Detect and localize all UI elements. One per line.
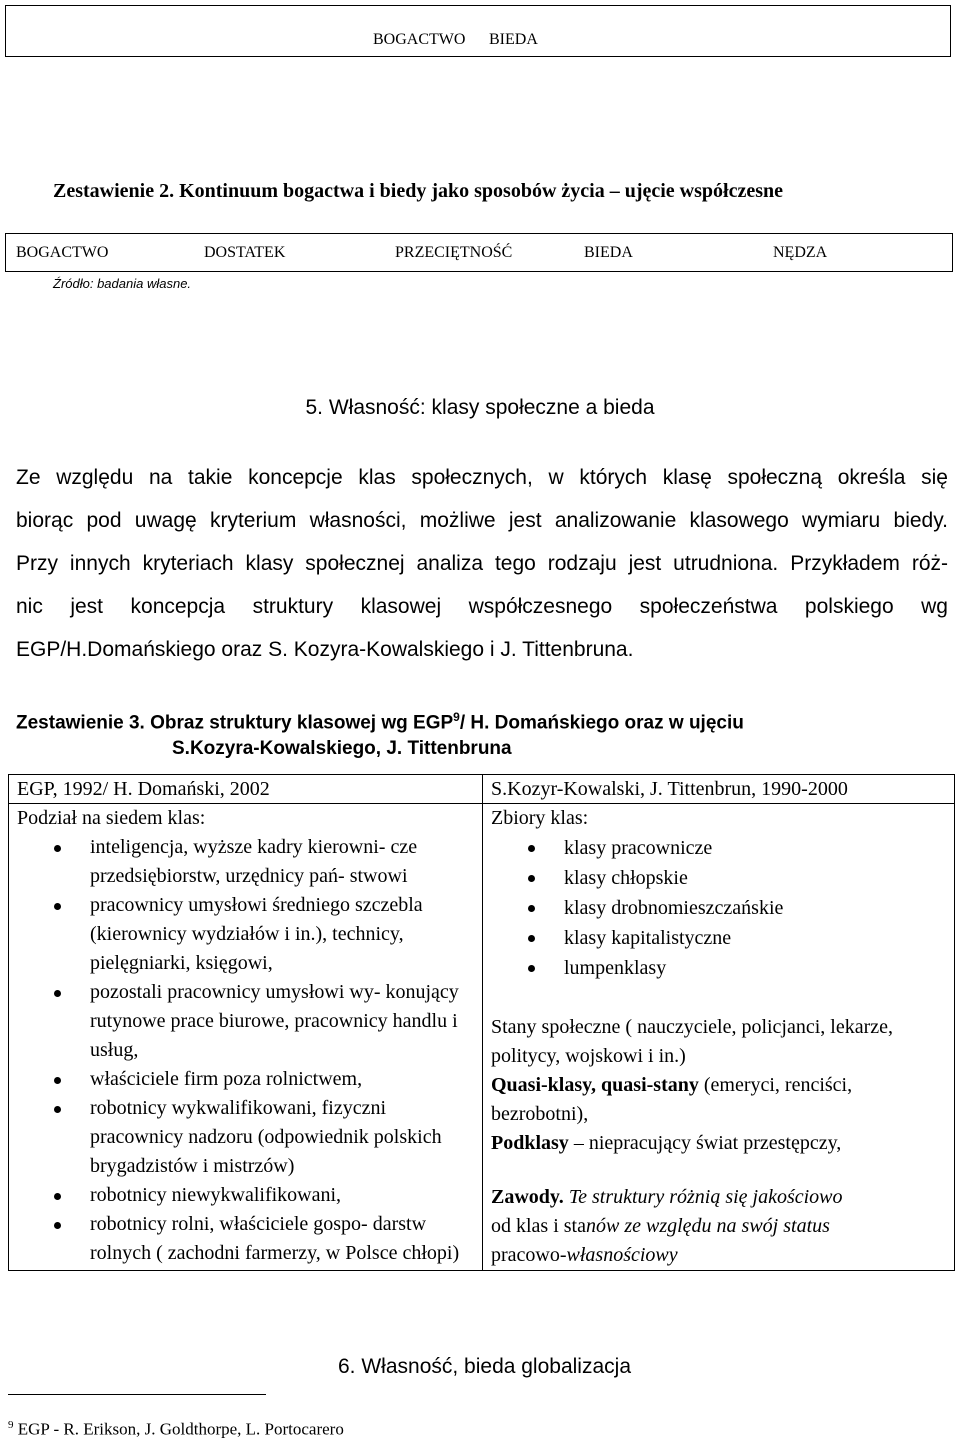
list-item: klasy kapitalistyczne [564,923,946,953]
footnote-number: 9 [8,1419,14,1431]
class-structure-table [8,774,955,1271]
podklasy-text [491,1129,946,1158]
section5-paragraph [16,456,948,671]
continuum-item: DOSTATEK [204,244,286,261]
podklasy-bold: Podklasy [491,1132,569,1154]
footnote-ref: 9 [453,710,460,724]
list-item: robotnicy rolni, właściciele gospo- darstw rolnych ( zachodni farmerzy, w Polsce chłopi) [90,1210,474,1268]
continuum-item: NĘDZA [773,244,828,261]
table-head-left: EGP, 1992/ H. Domański, 2002 [9,775,483,804]
stany-text: Stany społeczne ( nauczyciele, policjanci, lekarze, politycy, wojskowi i in.) [491,1016,894,1067]
zawody-plain: pracowo- [491,1244,567,1266]
zawody-bold: Zawody. [491,1186,564,1208]
footnote [8,1419,344,1440]
list-item: pracownicy umysłowi średniego szczebla (kierownicy wydziałów i in.), technicy, pielęgniarki, księgowi, [90,891,474,978]
continuum-box [5,233,953,272]
quasi-text [491,1071,946,1129]
zestawienie3-title [16,704,744,762]
zestawienie2-title: Zestawienie 2. Kontinuum bogactwa i biedy jako sposobów życia – ujęcie współczesne [53,180,783,202]
list-item: klasy drobnomieszczańskie [564,893,946,923]
top-box [5,5,951,57]
continuum-item: BOGACTWO [16,244,109,261]
zawody-italic: nów ze względu na swój status [586,1215,830,1237]
podklasy-rest: – niepracujący świat przestępczy, [573,1132,842,1154]
zest3-line1b: / H. Domańskiego oraz w ujęciu [459,712,744,734]
paragraph-line: biorąc pod uwagę kryterium własności, możliwe jest analizowanie klasowego wymiaru biedy. [16,509,948,532]
list-item: właściciele firm poza rolnictwem, [90,1065,474,1094]
class-sets-list [491,833,946,983]
zawody-text [491,1183,946,1270]
section5-title: 5. Własność: klasy społeczne a bieda [305,396,655,419]
list-item: inteligencja, wyższe kadry kierowni- cze przedsiębiorstw, urzędnicy pań- stwowi [90,833,474,891]
left-intro: Podział na siedem klas: [17,807,206,829]
continuum-item: BIEDA [584,244,633,261]
paragraph-line: Ze względu na takie koncepcje klas społecznych, w których klasę społeczną określa się [16,466,948,489]
list-item: robotnicy wykwalifikowani, fizyczni pracownicy nadzoru (odpowiednik polskich brygadzistów i mistrzów) [90,1094,474,1181]
source-note: Źródło: badania własne. [53,276,192,291]
paragraph-line: EGP/H.Domańskiego oraz S. Kozyra-Kowalskiego i J. Tittenbruna. [16,638,634,661]
zawody-italic: Te struktury różnią się jakościowo [568,1186,843,1208]
quasi-bold: Quasi-klasy, quasi-stany [491,1074,699,1096]
zawody-italic: własnościowy [566,1244,678,1266]
footnote-divider [8,1394,266,1395]
table-left-cell [9,804,483,1271]
section6-title: 6. Własność, bieda globalizacja [338,1355,631,1378]
zest3-line1a: Zestawienie 3. Obraz struktury klasowej wg EGP [16,712,454,734]
table-right-cell [483,804,955,1271]
egp-class-list [17,833,474,1268]
top-box-right: BIEDA [489,31,538,48]
list-item: pozostali pracownicy umysłowi wy- konujący rutynowe prace biurowe, pracownicy handlu i usług, [90,978,474,1065]
list-item: robotnicy niewykwalifikowani, [90,1181,474,1210]
zest3-line2: S.Kozyra-Kowalskiego, J. Tittenbruna [172,738,512,760]
quasi-rest: (emeryci, renciści, bezrobotni), [491,1074,853,1125]
paragraph-line: nic jest koncepcja struktury klasowej współczesnego społeczeństwa polskiego wg [16,595,948,618]
list-item: lumpenklasy [564,953,946,983]
list-item: klasy chłopskie [564,863,946,893]
paragraph-line: Przy innych kryteriach klasy społecznej analiza tego rodzaju jest utrudniona. Przykładem róż- [16,552,948,575]
zawody-plain: od klas i sta [491,1215,586,1237]
continuum-item: PRZECIĘTNOŚĆ [395,244,513,261]
right-intro: Zbiory klas: [491,807,589,829]
footnote-text: EGP - R. Erikson, J. Goldthorpe, L. Portocarero [17,1419,344,1439]
top-box-left: BOGACTWO [373,31,466,48]
table-head-right: S.Kozyr-Kowalski, J. Tittenbrun, 1990-2000 [483,775,955,804]
list-item: klasy pracownicze [564,833,946,863]
